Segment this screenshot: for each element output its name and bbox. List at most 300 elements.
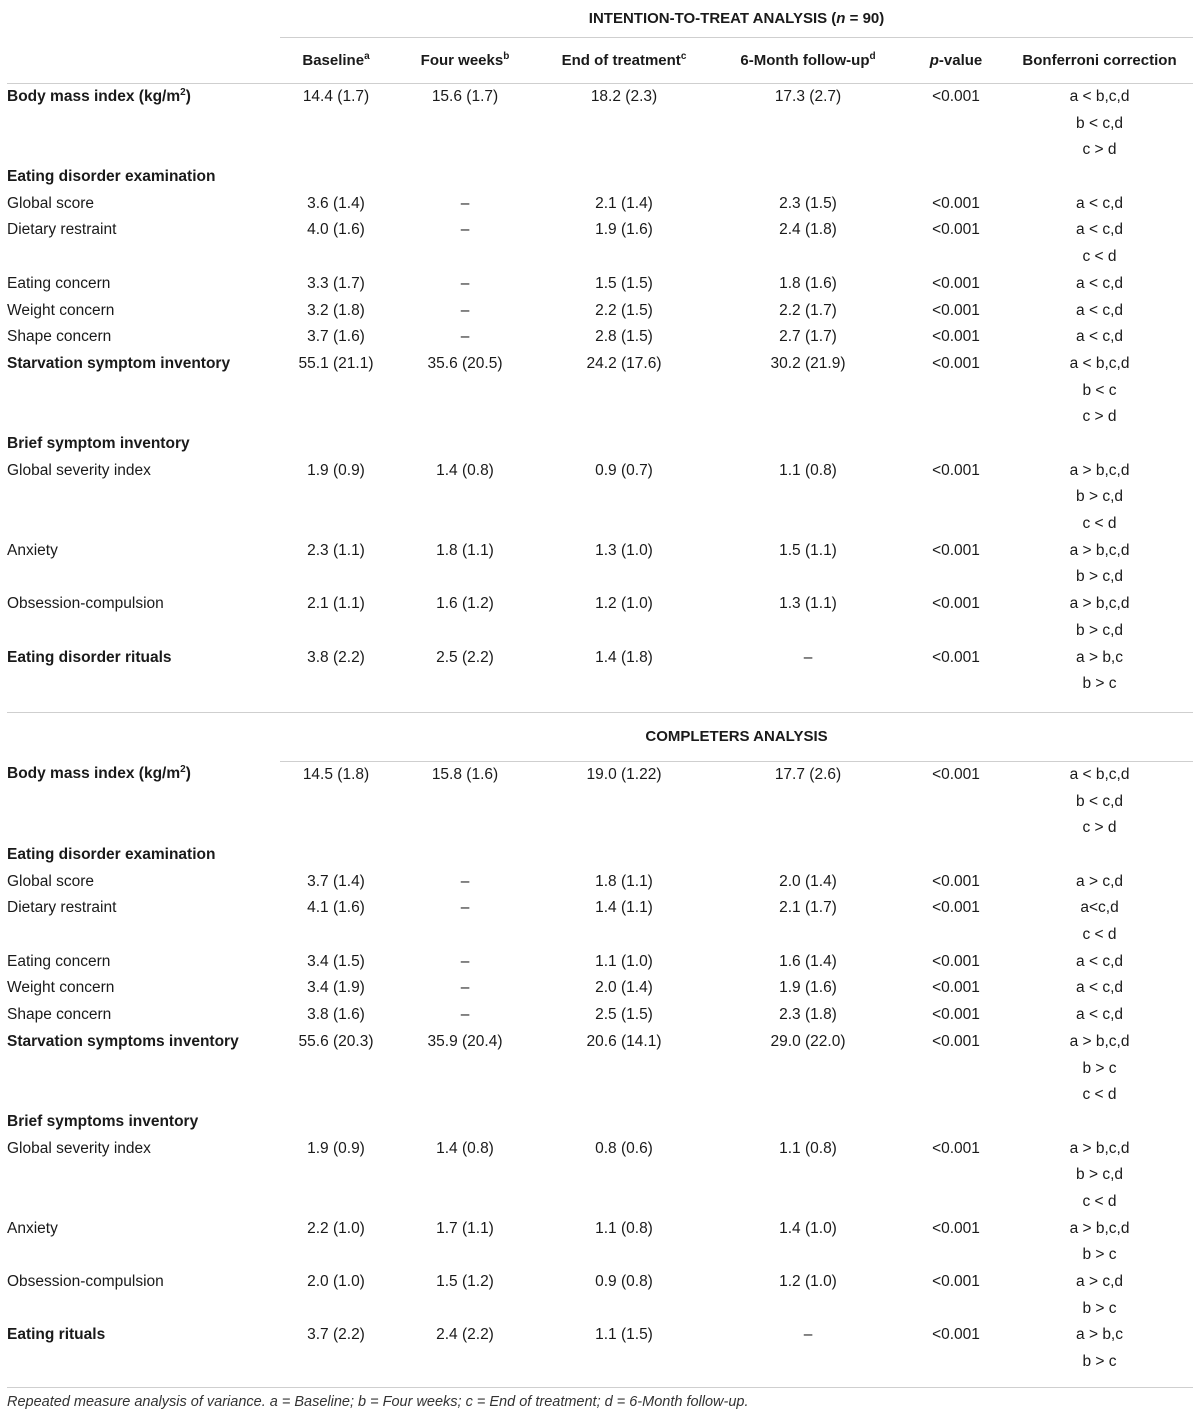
cell-follow-up: 2.2 (1.7) (779, 301, 837, 319)
cell-four-weeks: 1.8 (1.1) (436, 541, 494, 559)
cell-four-weeks: – (460, 274, 470, 292)
header-6-month-follow-up-sup: d (869, 51, 876, 62)
cell-p-value: <0.001 (932, 88, 980, 105)
cell-baseline: 4.0 (1.6) (307, 221, 365, 239)
cell-four-weeks: – (460, 221, 470, 239)
cell-four-weeks: 15.8 (1.6) (431, 765, 499, 783)
bonferroni-line: a > b,c,d (1069, 541, 1130, 559)
cell-end-of-treatment: 0.9 (0.8) (595, 1273, 653, 1291)
cell-end-of-treatment: 1.3 (1.0) (595, 541, 653, 559)
row-label-text: Obsession-compulsion (7, 595, 164, 613)
row-label-text: Anxiety (7, 541, 58, 559)
cell-baseline: 2.1 (1.1) (307, 595, 365, 613)
cell-end-of-treatment: 1.4 (1.8) (595, 648, 653, 666)
table-row (7, 645, 1193, 698)
cell-end-of-treatment: 2.5 (1.5) (595, 1006, 653, 1024)
cell-bonferroni (1006, 869, 1193, 896)
header-baseline-label: Baseline (302, 52, 365, 69)
row-label (7, 761, 280, 842)
bonferroni-line: c < d (1082, 248, 1117, 266)
row-label (7, 1269, 280, 1322)
cell-follow-up: 1.3 (1.1) (779, 595, 837, 613)
cell-end-of-treatment: 2.0 (1.4) (595, 979, 653, 997)
row-label (7, 298, 280, 325)
table-row (7, 217, 1193, 270)
empty-cell (710, 842, 906, 869)
row-label (7, 217, 280, 270)
row-label-text: Global severity index (7, 1139, 151, 1157)
cell-follow-up: 1.1 (0.8) (779, 1139, 837, 1157)
cell-baseline: 4.1 (1.6) (307, 899, 365, 917)
cell-bonferroni (1006, 1029, 1193, 1109)
cell-p-value: <0.001 (932, 194, 980, 212)
cell-end-of-treatment: 24.2 (17.6) (586, 354, 662, 372)
table-row (7, 1109, 1193, 1136)
cell-bonferroni (1006, 458, 1193, 538)
table-row (7, 975, 1193, 1002)
itt-title-suffix: = 90) (845, 10, 885, 27)
bonferroni-line: a < c,d (1076, 952, 1123, 970)
cell-end-of-treatment: 1.1 (0.8) (595, 1219, 653, 1237)
cell-p-value: <0.001 (932, 461, 980, 479)
table-row (7, 1322, 1193, 1375)
table-row (7, 191, 1193, 218)
cell-end-of-treatment: 0.9 (0.7) (595, 461, 653, 479)
cell-follow-up: 1.4 (1.0) (779, 1219, 837, 1237)
row-label-end: ) (185, 765, 191, 783)
row-label (7, 164, 280, 191)
cell-follow-up: 2.0 (1.4) (779, 872, 837, 890)
bonferroni-line: b > c (1082, 1353, 1117, 1371)
bonferroni-line: c > d (1082, 408, 1117, 426)
row-label-text: Global score (7, 872, 95, 890)
row-label-text: Starvation symptoms inventory (7, 1032, 239, 1050)
bonferroni-line: a < b,c,d (1069, 765, 1130, 783)
table-row (7, 164, 1193, 191)
row-label-text: Eating concern (7, 952, 111, 970)
table-row (7, 84, 1193, 165)
cell-follow-up: 2.1 (1.7) (779, 899, 837, 917)
bonferroni-line: a > b,c,d (1069, 1032, 1130, 1050)
cell-follow-up: 29.0 (22.0) (770, 1032, 846, 1050)
cell-bonferroni (1006, 298, 1193, 325)
empty-cell (538, 842, 710, 869)
header-bonferroni-label: Bonferroni correction (1022, 52, 1177, 69)
table-row (7, 538, 1193, 591)
table-row (7, 298, 1193, 325)
cell-bonferroni (1006, 1136, 1193, 1216)
empty-cell (392, 164, 538, 191)
cell-p-value: <0.001 (932, 221, 980, 239)
cell-p-value: <0.001 (932, 899, 980, 917)
row-label (7, 431, 280, 458)
cell-end-of-treatment: 2.8 (1.5) (595, 328, 653, 346)
spacer-row (7, 698, 1193, 713)
bonferroni-line: a > c,d (1076, 1273, 1123, 1291)
empty-cell (710, 1109, 906, 1136)
cell-follow-up: 2.4 (1.8) (779, 221, 837, 239)
cell-four-weeks: 15.6 (1.7) (431, 88, 499, 105)
cell-follow-up: 2.3 (1.5) (779, 194, 837, 212)
header-four-weeks-label: Four weeks (420, 52, 504, 69)
header-four-weeks (392, 38, 538, 84)
cell-follow-up: 17.7 (2.6) (774, 765, 842, 783)
cell-p-value: <0.001 (932, 648, 980, 666)
cell-bonferroni (1006, 538, 1193, 591)
bonferroni-line: a > b,c (1076, 648, 1123, 666)
table-row (7, 1002, 1193, 1029)
row-label (7, 1029, 280, 1109)
empty-cell (1006, 842, 1193, 869)
section-title-spacer (7, 0, 280, 38)
cell-baseline: 3.8 (1.6) (307, 1006, 365, 1024)
section-title (280, 0, 1193, 38)
row-label-text: Shape concern (7, 328, 112, 346)
empty-cell (1006, 431, 1193, 458)
row-label (7, 84, 280, 165)
cell-p-value: <0.001 (932, 1326, 980, 1344)
cell-bonferroni (1006, 1216, 1193, 1269)
cell-follow-up: 17.3 (2.7) (774, 88, 842, 105)
bonferroni-line: b > c (1082, 1299, 1117, 1317)
cell-follow-up: – (803, 648, 813, 666)
table-row (7, 1216, 1193, 1269)
row-label (7, 1136, 280, 1216)
row-label-text: Eating disorder examination (7, 168, 216, 186)
row-label-text: Shape concern (7, 1006, 112, 1024)
bonferroni-line: b < c,d (1076, 792, 1123, 810)
bonferroni-line: a < b,c,d (1069, 354, 1130, 372)
cell-p-value: <0.001 (932, 1032, 980, 1050)
row-label-text: Dietary restraint (7, 221, 117, 239)
results-table-body (7, 0, 1193, 1376)
completers-title: COMPLETERS ANALYSIS (645, 727, 828, 745)
itt-title-prefix: INTENTION-TO-TREAT ANALYSIS ( (588, 10, 837, 27)
cell-four-weeks: 2.4 (2.2) (436, 1326, 494, 1344)
cell-end-of-treatment: 1.1 (1.5) (595, 1326, 653, 1344)
cell-end-of-treatment: 1.5 (1.5) (595, 274, 653, 292)
cell-bonferroni (1006, 271, 1193, 298)
row-label-text: Body mass index (kg/m (7, 765, 181, 783)
empty-cell (538, 431, 710, 458)
table-row (7, 949, 1193, 976)
cell-four-weeks: – (460, 1006, 470, 1024)
bonferroni-line: a < c,d (1076, 1006, 1123, 1024)
bonferroni-line: a > b,c,d (1069, 595, 1130, 613)
cell-four-weeks: – (460, 952, 470, 970)
cell-bonferroni (1006, 761, 1193, 842)
table-row (7, 591, 1193, 644)
row-label (7, 869, 280, 896)
bonferroni-line: a > b,c,d (1069, 1219, 1130, 1237)
cell-baseline: 3.7 (1.6) (307, 328, 365, 346)
cell-end-of-treatment: 20.6 (14.1) (586, 1032, 662, 1050)
cell-baseline: 3.4 (1.9) (307, 979, 365, 997)
row-label-text: Eating disorder rituals (7, 648, 172, 666)
bonferroni-line: c < d (1082, 926, 1117, 944)
bonferroni-line: b < c (1082, 381, 1117, 399)
bonferroni-line: b > c (1082, 675, 1117, 693)
header-end-of-treatment-label: End of treatment (561, 52, 681, 69)
row-label (7, 458, 280, 538)
column-header-row (7, 38, 1193, 84)
row-label-text: Eating disorder examination (7, 845, 216, 863)
cell-bonferroni (1006, 324, 1193, 351)
empty-cell (906, 164, 1006, 191)
cell-end-of-treatment: 1.9 (1.6) (595, 221, 653, 239)
cell-bonferroni (1006, 1269, 1193, 1322)
cell-p-value: <0.001 (932, 765, 980, 783)
cell-four-weeks: 2.5 (2.2) (436, 648, 494, 666)
bonferroni-line: b > c (1082, 1059, 1117, 1077)
table-row (7, 431, 1193, 458)
cell-follow-up: 1.2 (1.0) (779, 1273, 837, 1291)
row-label-text: Brief symptom inventory (7, 435, 190, 453)
results-table (7, 0, 1193, 1376)
cell-bonferroni (1006, 949, 1193, 976)
row-label-text: Weight concern (7, 301, 115, 319)
table-row (7, 1269, 1193, 1322)
empty-cell (538, 164, 710, 191)
cell-p-value: <0.001 (932, 274, 980, 292)
cell-bonferroni (1006, 217, 1193, 270)
cell-end-of-treatment: 19.0 (1.22) (586, 765, 662, 783)
header-p-value (906, 38, 1006, 84)
row-label (7, 895, 280, 948)
cell-bonferroni (1006, 1322, 1193, 1375)
cell-baseline: 14.5 (1.8) (302, 765, 370, 783)
row-label-text: Eating concern (7, 274, 111, 292)
row-label-text: Eating rituals (7, 1326, 106, 1344)
empty-cell (392, 842, 538, 869)
bonferroni-line: a > b,c,d (1069, 1139, 1130, 1157)
cell-p-value: <0.001 (932, 301, 980, 319)
cell-four-weeks: 1.6 (1.2) (436, 595, 494, 613)
row-label-text: Dietary restraint (7, 899, 117, 917)
cell-four-weeks: 1.7 (1.1) (436, 1219, 494, 1237)
cell-p-value: <0.001 (932, 354, 980, 372)
bonferroni-line: b < c,d (1076, 114, 1123, 132)
row-label (7, 1216, 280, 1269)
cell-follow-up: 1.9 (1.6) (779, 979, 837, 997)
results-table-container (7, 0, 1193, 1376)
cell-four-weeks: – (460, 872, 470, 890)
cell-follow-up: 30.2 (21.9) (770, 354, 846, 372)
empty-cell (710, 431, 906, 458)
cell-baseline: 3.8 (2.2) (307, 648, 365, 666)
cell-end-of-treatment: 2.1 (1.4) (595, 194, 653, 212)
row-label-text: Obsession-compulsion (7, 1273, 164, 1291)
row-label (7, 351, 280, 431)
empty-cell (710, 164, 906, 191)
empty-cell (280, 842, 392, 869)
cell-four-weeks: 1.5 (1.2) (436, 1273, 494, 1291)
header-p-italic: p (929, 52, 939, 69)
row-label (7, 949, 280, 976)
header-6-month-follow-up (710, 38, 906, 84)
cell-four-weeks: – (460, 301, 470, 319)
table-footnote: Repeated measure analysis of variance. a = Baseline; b = Four weeks; c = End of treatment; d = 6-Month follow-up. (7, 1387, 1193, 1410)
cell-end-of-treatment: 1.8 (1.1) (595, 872, 653, 890)
empty-cell (1006, 164, 1193, 191)
row-label (7, 842, 280, 869)
cell-bonferroni (1006, 591, 1193, 644)
row-label-text: Starvation symptom inventory (7, 354, 231, 372)
cell-p-value: <0.001 (932, 595, 980, 613)
bonferroni-line: b > c,d (1076, 568, 1123, 586)
bonferroni-line: a < c,d (1076, 274, 1123, 292)
row-label-sup: 2 (180, 764, 186, 776)
bonferroni-line: a < b,c,d (1069, 88, 1130, 105)
cell-baseline: 3.4 (1.5) (307, 952, 365, 970)
cell-p-value: <0.001 (932, 1273, 980, 1291)
table-row (7, 842, 1193, 869)
table-row (7, 324, 1193, 351)
row-label-text: Body mass index (kg/m (7, 88, 181, 105)
cell-p-value: <0.001 (932, 541, 980, 559)
cell-baseline: 55.1 (21.1) (298, 354, 374, 372)
cell-follow-up: 1.1 (0.8) (779, 461, 837, 479)
bonferroni-line: a < c,d (1076, 979, 1123, 997)
cell-baseline: 3.7 (2.2) (307, 1326, 365, 1344)
header-p-suffix: -value (938, 52, 983, 69)
cell-p-value: <0.001 (932, 952, 980, 970)
row-label (7, 538, 280, 591)
cell-end-of-treatment: 1.2 (1.0) (595, 595, 653, 613)
cell-bonferroni (1006, 84, 1193, 165)
cell-end-of-treatment: 18.2 (2.3) (590, 88, 658, 105)
cell-baseline: 1.9 (0.9) (307, 461, 365, 479)
cell-end-of-treatment: 0.8 (0.6) (595, 1139, 653, 1157)
bonferroni-line: a > b,c,d (1069, 461, 1130, 479)
cell-bonferroni (1006, 975, 1193, 1002)
header-end-of-treatment-sup: c (680, 51, 687, 62)
header-baseline-sup: a (364, 51, 370, 62)
cell-four-weeks: 1.4 (0.8) (436, 1139, 494, 1157)
row-label (7, 591, 280, 644)
cell-p-value: <0.001 (932, 328, 980, 346)
table-row (7, 869, 1193, 896)
row-label (7, 1002, 280, 1029)
section-title-spacer (7, 713, 280, 762)
header-baseline (280, 38, 392, 84)
cell-end-of-treatment: 1.4 (1.1) (595, 899, 653, 917)
table-row (7, 895, 1193, 948)
cell-p-value: <0.001 (932, 1219, 980, 1237)
cell-p-value: <0.001 (932, 872, 980, 890)
row-label (7, 1109, 280, 1136)
cell-four-weeks: – (460, 899, 470, 917)
cell-baseline: 3.6 (1.4) (307, 194, 365, 212)
itt-title-n: n (836, 10, 846, 27)
header-bonferroni (1006, 38, 1193, 84)
empty-cell (906, 1109, 1006, 1136)
empty-cell (392, 1109, 538, 1136)
cell-baseline: 55.6 (20.3) (298, 1032, 374, 1050)
cell-p-value: <0.001 (932, 1139, 980, 1157)
cell-end-of-treatment: 2.2 (1.5) (595, 301, 653, 319)
bonferroni-line: b > c,d (1076, 621, 1123, 639)
bonferroni-line: c < d (1082, 515, 1117, 533)
bonferroni-line: a < c,d (1076, 194, 1123, 212)
bonferroni-line: a > b,c (1076, 1326, 1123, 1344)
table-row (7, 1136, 1193, 1216)
table-row (7, 351, 1193, 431)
row-label-text: Global score (7, 194, 95, 212)
row-label (7, 975, 280, 1002)
empty-cell (280, 431, 392, 458)
itt-section-title-row (7, 0, 1193, 38)
cell-end-of-treatment: 1.1 (1.0) (595, 952, 653, 970)
bonferroni-line: a<c,d (1080, 899, 1119, 917)
empty-cell (280, 1109, 392, 1136)
spacer-cell (7, 698, 1193, 713)
cell-baseline: 3.2 (1.8) (307, 301, 365, 319)
bonferroni-line: a > c,d (1076, 872, 1123, 890)
cell-follow-up: 2.3 (1.8) (779, 1006, 837, 1024)
table-row (7, 1029, 1193, 1109)
header-6-month-follow-up-label: 6-Month follow-up (740, 52, 870, 69)
cell-p-value: <0.001 (932, 1006, 980, 1024)
cell-bonferroni (1006, 645, 1193, 698)
row-label-text: Brief symptoms inventory (7, 1112, 199, 1130)
row-label-text: Anxiety (7, 1219, 58, 1237)
cell-follow-up: – (803, 1326, 813, 1344)
cell-baseline: 1.9 (0.9) (307, 1139, 365, 1157)
row-label (7, 324, 280, 351)
cell-baseline: 2.3 (1.1) (307, 541, 365, 559)
row-label-sup: 2 (180, 86, 186, 98)
row-label (7, 271, 280, 298)
row-label-text: Global severity index (7, 461, 151, 479)
cell-follow-up: 1.8 (1.6) (779, 274, 837, 292)
row-label-text: Weight concern (7, 979, 115, 997)
cell-bonferroni (1006, 351, 1193, 431)
cell-bonferroni (1006, 895, 1193, 948)
cell-baseline: 2.0 (1.0) (307, 1273, 365, 1291)
empty-cell (1006, 1109, 1193, 1136)
header-end-of-treatment (538, 38, 710, 84)
bonferroni-line: c > d (1082, 819, 1117, 837)
cell-four-weeks: – (460, 328, 470, 346)
cell-four-weeks: – (460, 979, 470, 997)
bonferroni-line: a < c,d (1076, 301, 1123, 319)
cell-follow-up: 2.7 (1.7) (779, 328, 837, 346)
row-label (7, 1322, 280, 1375)
table-row (7, 271, 1193, 298)
row-label-end: ) (185, 88, 191, 105)
empty-cell (538, 1109, 710, 1136)
cell-baseline: 2.2 (1.0) (307, 1219, 365, 1237)
cell-p-value: <0.001 (932, 979, 980, 997)
bonferroni-line: b > c (1082, 1246, 1117, 1264)
empty-cell (280, 164, 392, 191)
bonferroni-line: c > d (1082, 141, 1117, 159)
cell-four-weeks: 35.9 (20.4) (427, 1032, 503, 1050)
header-four-weeks-sup: b (503, 51, 510, 62)
bonferroni-line: a < c,d (1076, 328, 1123, 346)
cell-follow-up: 1.6 (1.4) (779, 952, 837, 970)
cell-bonferroni (1006, 191, 1193, 218)
cell-baseline: 14.4 (1.7) (302, 88, 370, 105)
cell-four-weeks: – (460, 194, 470, 212)
bonferroni-line: c < d (1082, 1086, 1117, 1104)
cell-bonferroni (1006, 1002, 1193, 1029)
section-title (280, 713, 1193, 762)
bonferroni-line: b > c,d (1076, 488, 1123, 506)
header-blank (7, 38, 280, 84)
cell-baseline: 3.3 (1.7) (307, 274, 365, 292)
